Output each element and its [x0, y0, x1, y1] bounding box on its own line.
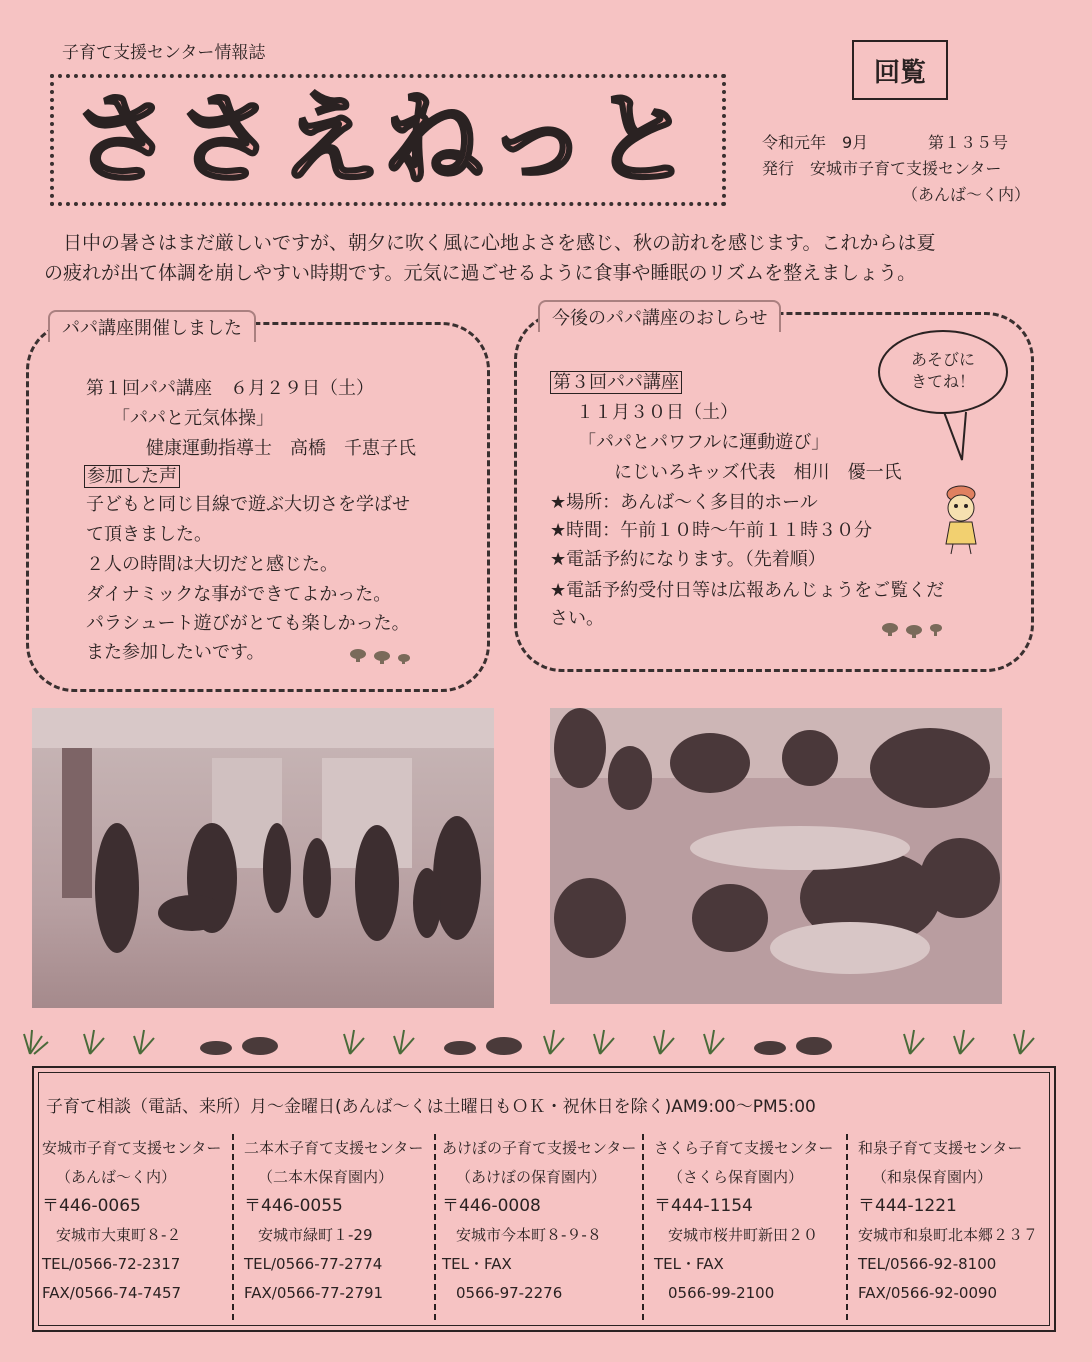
bubble-line: あそびに	[910, 350, 975, 369]
circulation-stamp: 回覧	[852, 40, 948, 100]
publisher-note: （あんば〜く内）	[902, 185, 1031, 204]
center-fax: FAX/0566-74-7457	[42, 1284, 182, 1302]
voices-label	[84, 462, 180, 488]
next-event-label-text: 第３回パパ講座	[550, 371, 682, 394]
past-course-title: 「パパと元気体操」	[112, 408, 274, 429]
intro-line: の疲れが出て体調を崩しやすい時期です。元気に過ごせるように食事や睡眠のリズムを整えましょう。	[44, 262, 917, 284]
next-event-label	[550, 368, 682, 394]
center-tel: TEL/0566-92-8100	[858, 1255, 997, 1273]
center-fax: FAX/0566-77-2791	[244, 1284, 384, 1302]
center-name: 二本木子育て支援センター	[244, 1139, 424, 1157]
center-zip: 〒446-0065	[42, 1196, 141, 1216]
next-event-date: １１月３０日（土）	[576, 402, 738, 423]
voice-line: 子どもと同じ目線で遊ぶ大切さを学ばせ	[86, 494, 410, 515]
center-name: 和泉子育て支援センター	[858, 1139, 1023, 1157]
center-location: （あけぼの保育園内）	[456, 1168, 607, 1186]
issue-date: 令和元年 9月	[762, 133, 869, 152]
reservation-note: ★電話予約になります。（先着順）	[550, 549, 826, 570]
voice-line: パラシュート遊びがとても楽しかった。	[86, 613, 410, 634]
mascot-icon	[936, 484, 986, 556]
center-name: さくら子育て支援センター	[654, 1139, 834, 1157]
voice-line: ２人の時間は大切だと感じた。	[86, 554, 338, 575]
center-name: あけぼの子育て支援センター	[442, 1139, 637, 1157]
voice-line: て頂きました。	[86, 524, 212, 545]
next-course-title: 「パパとパワフルに運動遊び」	[578, 432, 830, 453]
center-zip: 〒444-1221	[858, 1196, 957, 1216]
photo-parachute-play	[550, 708, 1002, 1004]
voices-label-text: 参加した声	[84, 465, 180, 488]
past-event-heading: 第１回パパ講座 ６月２９日（土）	[86, 378, 374, 399]
center-column-sakura	[654, 1134, 854, 1308]
event-place: ★場所：あんば〜く多目的ホール	[550, 492, 818, 513]
center-column-nihongi	[244, 1134, 444, 1308]
publisher: 発行 安城市子育て支援センター	[762, 159, 1002, 178]
bubble-line: きてね！	[910, 372, 975, 391]
center-address: 安城市今本町８-９-８	[456, 1226, 602, 1244]
center-column-izumi	[858, 1134, 1058, 1308]
left-panel-tab: パパ講座開催しました	[48, 310, 256, 342]
voice-line: また参加したいです。	[86, 642, 265, 663]
intro-paragraph	[44, 228, 1044, 288]
center-name: 安城市子育て支援センター	[42, 1139, 222, 1157]
past-instructor: 健康運動指導士 高橋 千恵子氏	[146, 438, 416, 459]
center-fax: 0566-97-2276	[456, 1284, 563, 1302]
center-tel: TEL・FAX	[442, 1255, 512, 1273]
center-column-anjo	[42, 1134, 242, 1308]
issue-number: 第１３５号	[928, 133, 1009, 152]
center-location: （二本木保育園内）	[258, 1168, 394, 1186]
notice-line: さい。	[550, 608, 604, 629]
mushroom-icon	[878, 620, 948, 642]
center-address: 安城市緑町１-29	[258, 1226, 373, 1244]
center-fax: 0566-99-2100	[668, 1284, 775, 1302]
next-instructor: にじいろキッズ代表 相川 優一氏	[614, 462, 902, 483]
center-zip: 〒446-0008	[442, 1196, 541, 1216]
center-zip: 〒444-1154	[654, 1196, 753, 1216]
column-divider	[642, 1134, 644, 1320]
center-fax: FAX/0566-92-0090	[858, 1284, 998, 1302]
voice-line: ダイナミックな事ができてよかった。	[86, 584, 392, 605]
grass-border-decoration	[20, 1022, 1070, 1062]
consultation-hours: 子育て相談（電話、来所）月〜金曜日(あんば〜くは土曜日もＯＫ・祝休日を除く)AM9:00〜PM5:00	[46, 1097, 816, 1117]
center-address: 安城市和泉町北本郷２３７	[858, 1226, 1039, 1244]
center-location: （和泉保育園内）	[872, 1168, 993, 1186]
newsletter-title: ささえねっと	[72, 81, 696, 198]
center-tel: TEL/0566-72-2317	[42, 1255, 181, 1273]
newsletter-subtitle: 子育て支援センター情報誌	[62, 43, 266, 63]
intro-line: 日中の暑さはまだ厳しいですが、朝夕に吹く風に心地よさを感じ、秋の訪れを感じます。これからは夏	[44, 232, 936, 254]
center-location: （さくら保育園内）	[668, 1168, 804, 1186]
center-location: （あんば〜く内）	[56, 1168, 177, 1186]
notice-line: ★電話予約受付日等は広報あんじょうをご覧くだ	[550, 580, 945, 601]
speech-tail-icon	[940, 410, 970, 465]
center-tel: TEL・FAX	[654, 1255, 724, 1273]
center-address: 安城市桜井町新田２０	[668, 1226, 819, 1244]
right-panel-tab: 今後のパパ講座のおしらせ	[538, 300, 781, 332]
speech-bubble	[878, 330, 1008, 414]
photo-exercise-class	[32, 708, 494, 1008]
center-zip: 〒446-0055	[244, 1196, 343, 1216]
center-column-akebono	[442, 1134, 642, 1308]
center-tel: TEL/0566-77-2774	[244, 1255, 383, 1273]
center-address: 安城市大東町８-２	[56, 1226, 182, 1244]
mushroom-icon	[346, 646, 416, 668]
event-time: ★時間：午前１０時〜午前１１時３０分	[550, 520, 873, 541]
